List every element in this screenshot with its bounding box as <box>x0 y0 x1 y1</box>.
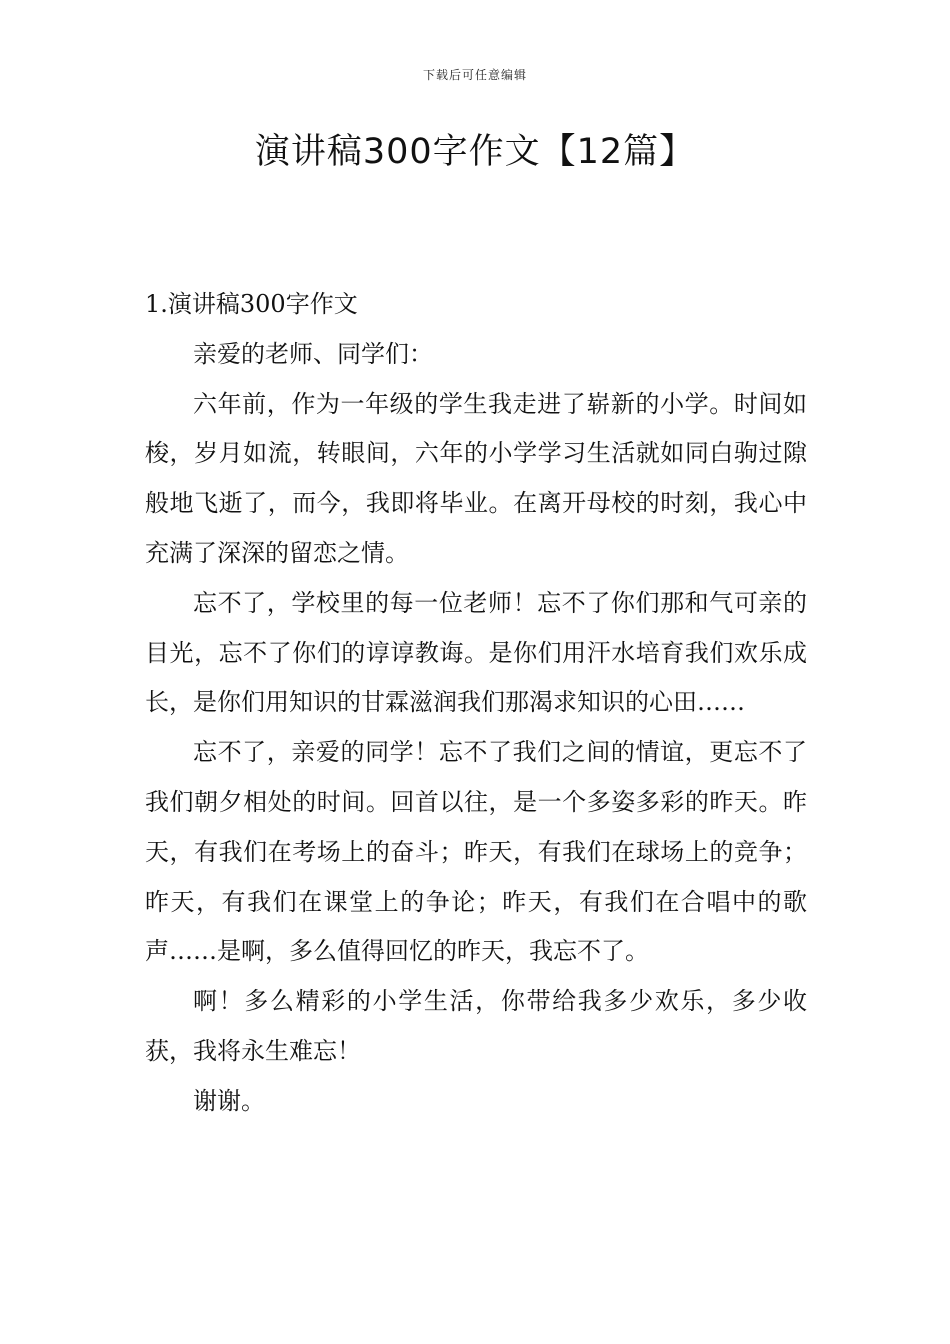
section-heading: 1.演讲稿300字作文 <box>145 290 358 318</box>
header-note: 下载后可任意编辑 <box>422 68 527 82</box>
document-body <box>145 280 807 1127</box>
paragraph: 忘不了，学校里的每一位老师！忘不了你们那和气可亲的目光，忘不了你们的谆谆教诲。是你们用汗水培育我们欢乐成长，是你们用知识的甘霖滋润我们那渴求知识的心田…… <box>145 588 807 717</box>
paragraph-closing: 谢谢。 <box>193 1086 265 1115</box>
paragraph: 忘不了，亲爱的同学！忘不了我们之间的情谊，更忘不了我们朝夕相处的时间。回首以往，是一个多姿多彩的昨天。昨天，有我们在考场上的奋斗；昨天，有我们在球场上的竞争；昨天，有我们在课堂上的争论；昨天，有我们在合唱中的歌声……是啊，多么值得回忆的昨天，我忘不了。 <box>145 738 807 966</box>
paragraph: 啊！多么精彩的小学生活，你带给我多少欢乐，多少收获，我将永生难忘！ <box>145 987 807 1065</box>
paragraph-greeting: 亲爱的老师、同学们： <box>193 339 433 368</box>
paragraph: 六年前，作为一年级的学生我走进了崭新的小学。时间如梭，岁月如流，转眼间，六年的小学学习生活就如同白驹过隙般地飞逝了，而今，我即将毕业。在离开母校的时刻，我心中充满了深深的留恋之情。 <box>145 389 807 567</box>
document-title: 演讲稿300字作文【12篇】 <box>254 132 696 172</box>
